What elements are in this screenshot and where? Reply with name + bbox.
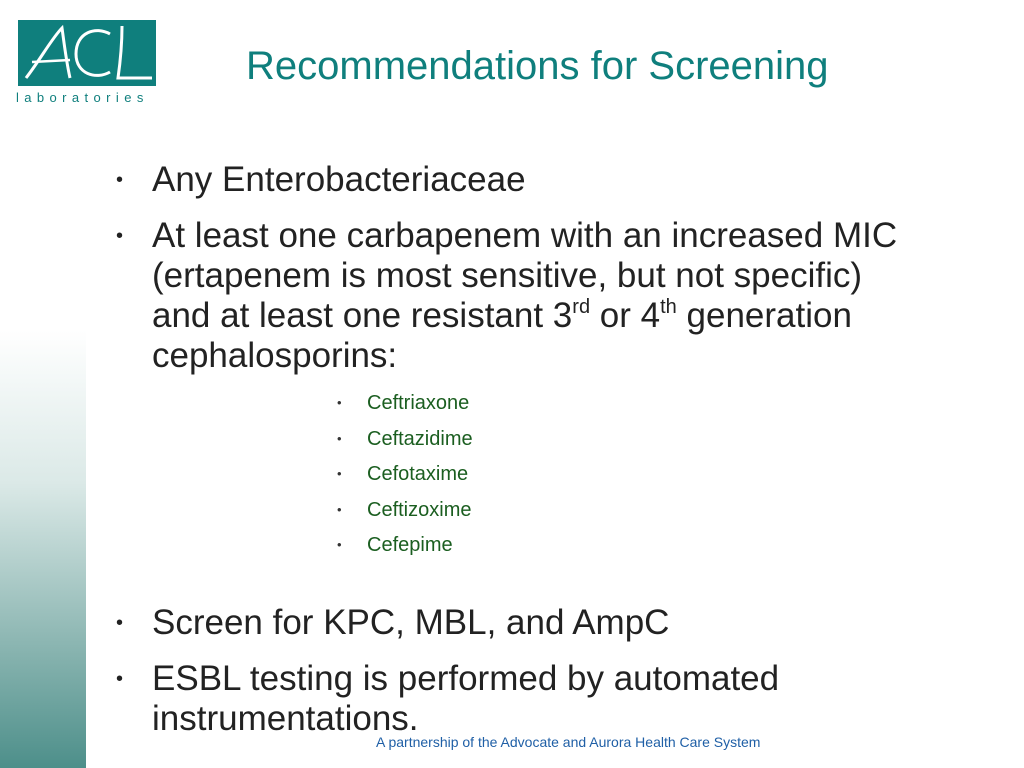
bullet-item bbox=[110, 216, 930, 568]
sub-item-text: Ceftizoxime bbox=[367, 498, 472, 521]
logo-mark bbox=[18, 20, 156, 86]
bullet-text: Any Enterobacteriaceae bbox=[152, 160, 526, 199]
superscript-th: th bbox=[660, 296, 677, 318]
superscript-rd: rd bbox=[572, 296, 591, 318]
acl-laboratories-logo bbox=[16, 20, 158, 106]
sub-list-item bbox=[337, 497, 930, 533]
bullet-text-part: generation cephalosporins: bbox=[152, 296, 852, 375]
sub-item-text: Cefotaxime bbox=[367, 463, 469, 485]
footer-text: A partnership of the Advocate and Aurora Health Care System bbox=[376, 734, 761, 750]
bullet-text: ESBL testing is performed by automated instrumentations. bbox=[152, 658, 780, 738]
cephalosporin-list bbox=[337, 390, 930, 568]
bullet-text-part: or 4 bbox=[590, 296, 661, 335]
bullet-dot: • bbox=[116, 667, 124, 690]
sub-bullet-dot: • bbox=[337, 501, 342, 517]
bullet-dot: • bbox=[116, 225, 124, 247]
sub-list-item bbox=[337, 390, 930, 426]
bullet-item bbox=[110, 160, 930, 200]
logo-subtext: laboratories bbox=[16, 90, 149, 105]
sub-bullet-dot: • bbox=[337, 395, 342, 410]
sub-bullet-dot: • bbox=[337, 537, 342, 552]
bullet-text: Screen for KPC, MBL, and AmpC bbox=[152, 602, 670, 642]
sub-item-text: Cefepime bbox=[367, 534, 453, 556]
bullet-item bbox=[110, 659, 930, 739]
sub-list-item bbox=[337, 426, 930, 462]
bullet-dot: • bbox=[116, 169, 124, 191]
slide-title: Recommendations for Screening bbox=[246, 44, 829, 88]
bullet-text-part: At least one carbapenem with an increased MIC (ertapenem is most sensitive, but not specific) and at least one resistant 3 bbox=[152, 216, 898, 335]
bullet-item bbox=[110, 603, 930, 643]
side-gradient-decoration bbox=[0, 330, 86, 768]
sub-list-item bbox=[337, 461, 930, 497]
sub-bullet-dot: • bbox=[337, 466, 342, 481]
sub-item-text: Ceftazidime bbox=[367, 427, 473, 450]
sub-bullet-dot: • bbox=[337, 430, 342, 446]
sub-list-item bbox=[337, 532, 930, 568]
sub-item-text: Ceftriaxone bbox=[367, 392, 470, 414]
logo-letters bbox=[18, 20, 156, 86]
slide-content bbox=[110, 160, 930, 755]
bullet-dot: • bbox=[116, 611, 124, 634]
